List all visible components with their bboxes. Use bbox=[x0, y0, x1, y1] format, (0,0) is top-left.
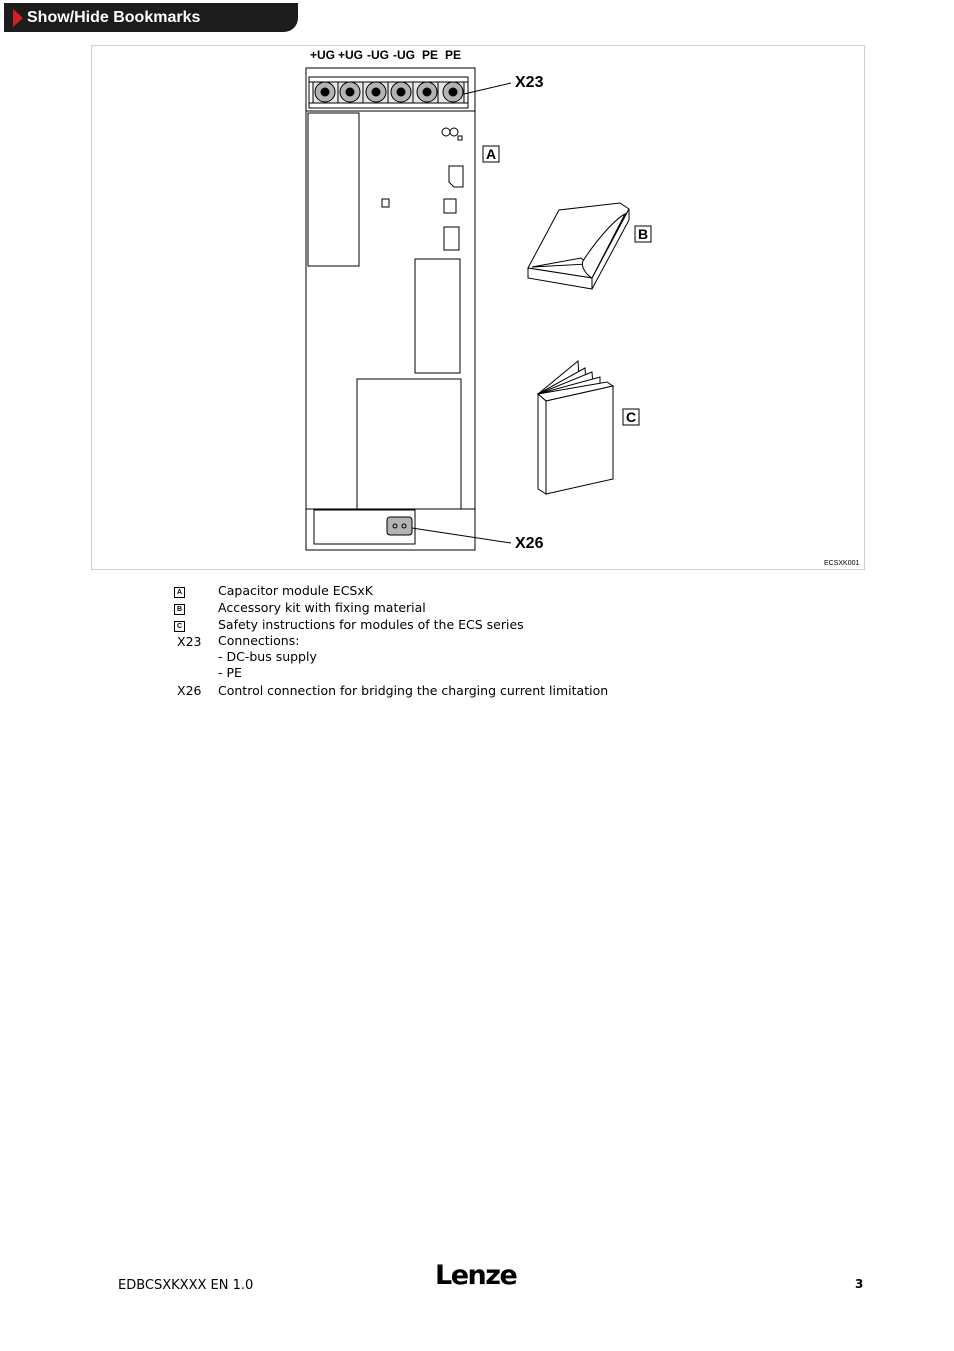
terminal-label-5: PE bbox=[422, 48, 439, 62]
label-c: C bbox=[626, 409, 637, 425]
legend-desc: Accessory kit with fixing material bbox=[218, 600, 426, 615]
legend-desc: Capacitor module ECSxK bbox=[218, 583, 373, 598]
label-a: A bbox=[486, 146, 497, 162]
legend-key-c: C bbox=[174, 621, 185, 632]
legend-key-b: B bbox=[174, 604, 185, 615]
legend-key-a: A bbox=[174, 587, 185, 598]
legend-desc: Connections: bbox=[218, 633, 300, 648]
label-b: B bbox=[638, 226, 649, 242]
terminal-block-x23 bbox=[313, 82, 464, 103]
capacitor-module-drawing bbox=[306, 68, 475, 550]
legend-key-x23: X23 bbox=[177, 634, 202, 649]
terminal-label-3: -UG bbox=[367, 48, 389, 62]
show-hide-bookmarks-button[interactable] bbox=[4, 3, 298, 32]
lenze-logo: Lenze bbox=[435, 1260, 517, 1291]
legend-key-x26: X26 bbox=[177, 683, 202, 698]
terminal-label-4: -UG bbox=[393, 48, 415, 62]
accessory-kit-drawing bbox=[528, 203, 629, 289]
page-number: 3 bbox=[855, 1277, 864, 1291]
device-figure bbox=[91, 45, 865, 570]
terminal-label-2: +UG bbox=[338, 48, 364, 62]
callout-x23: X23 bbox=[515, 74, 544, 91]
bookmarks-label: Show/Hide Bookmarks bbox=[27, 8, 201, 26]
safety-booklet-drawing bbox=[538, 361, 613, 494]
legend-desc: Control connection for bridging the charging current limitation bbox=[218, 683, 609, 698]
terminal-label-6: PE bbox=[445, 48, 462, 62]
legend-desc: Safety instructions for modules of the ECS series bbox=[218, 617, 524, 632]
callout-x26: X26 bbox=[515, 535, 544, 552]
terminal-label-1: +UG bbox=[310, 48, 336, 62]
device-drawing bbox=[92, 46, 866, 571]
legend-desc: - PE bbox=[218, 665, 242, 680]
play-arrow-icon bbox=[13, 9, 23, 27]
footer-doc-id: EDBCSXKXXX EN 1.0 bbox=[118, 1278, 254, 1293]
figure-code: ECSXK001 bbox=[824, 560, 860, 567]
legend-desc: - DC-bus supply bbox=[218, 649, 317, 664]
